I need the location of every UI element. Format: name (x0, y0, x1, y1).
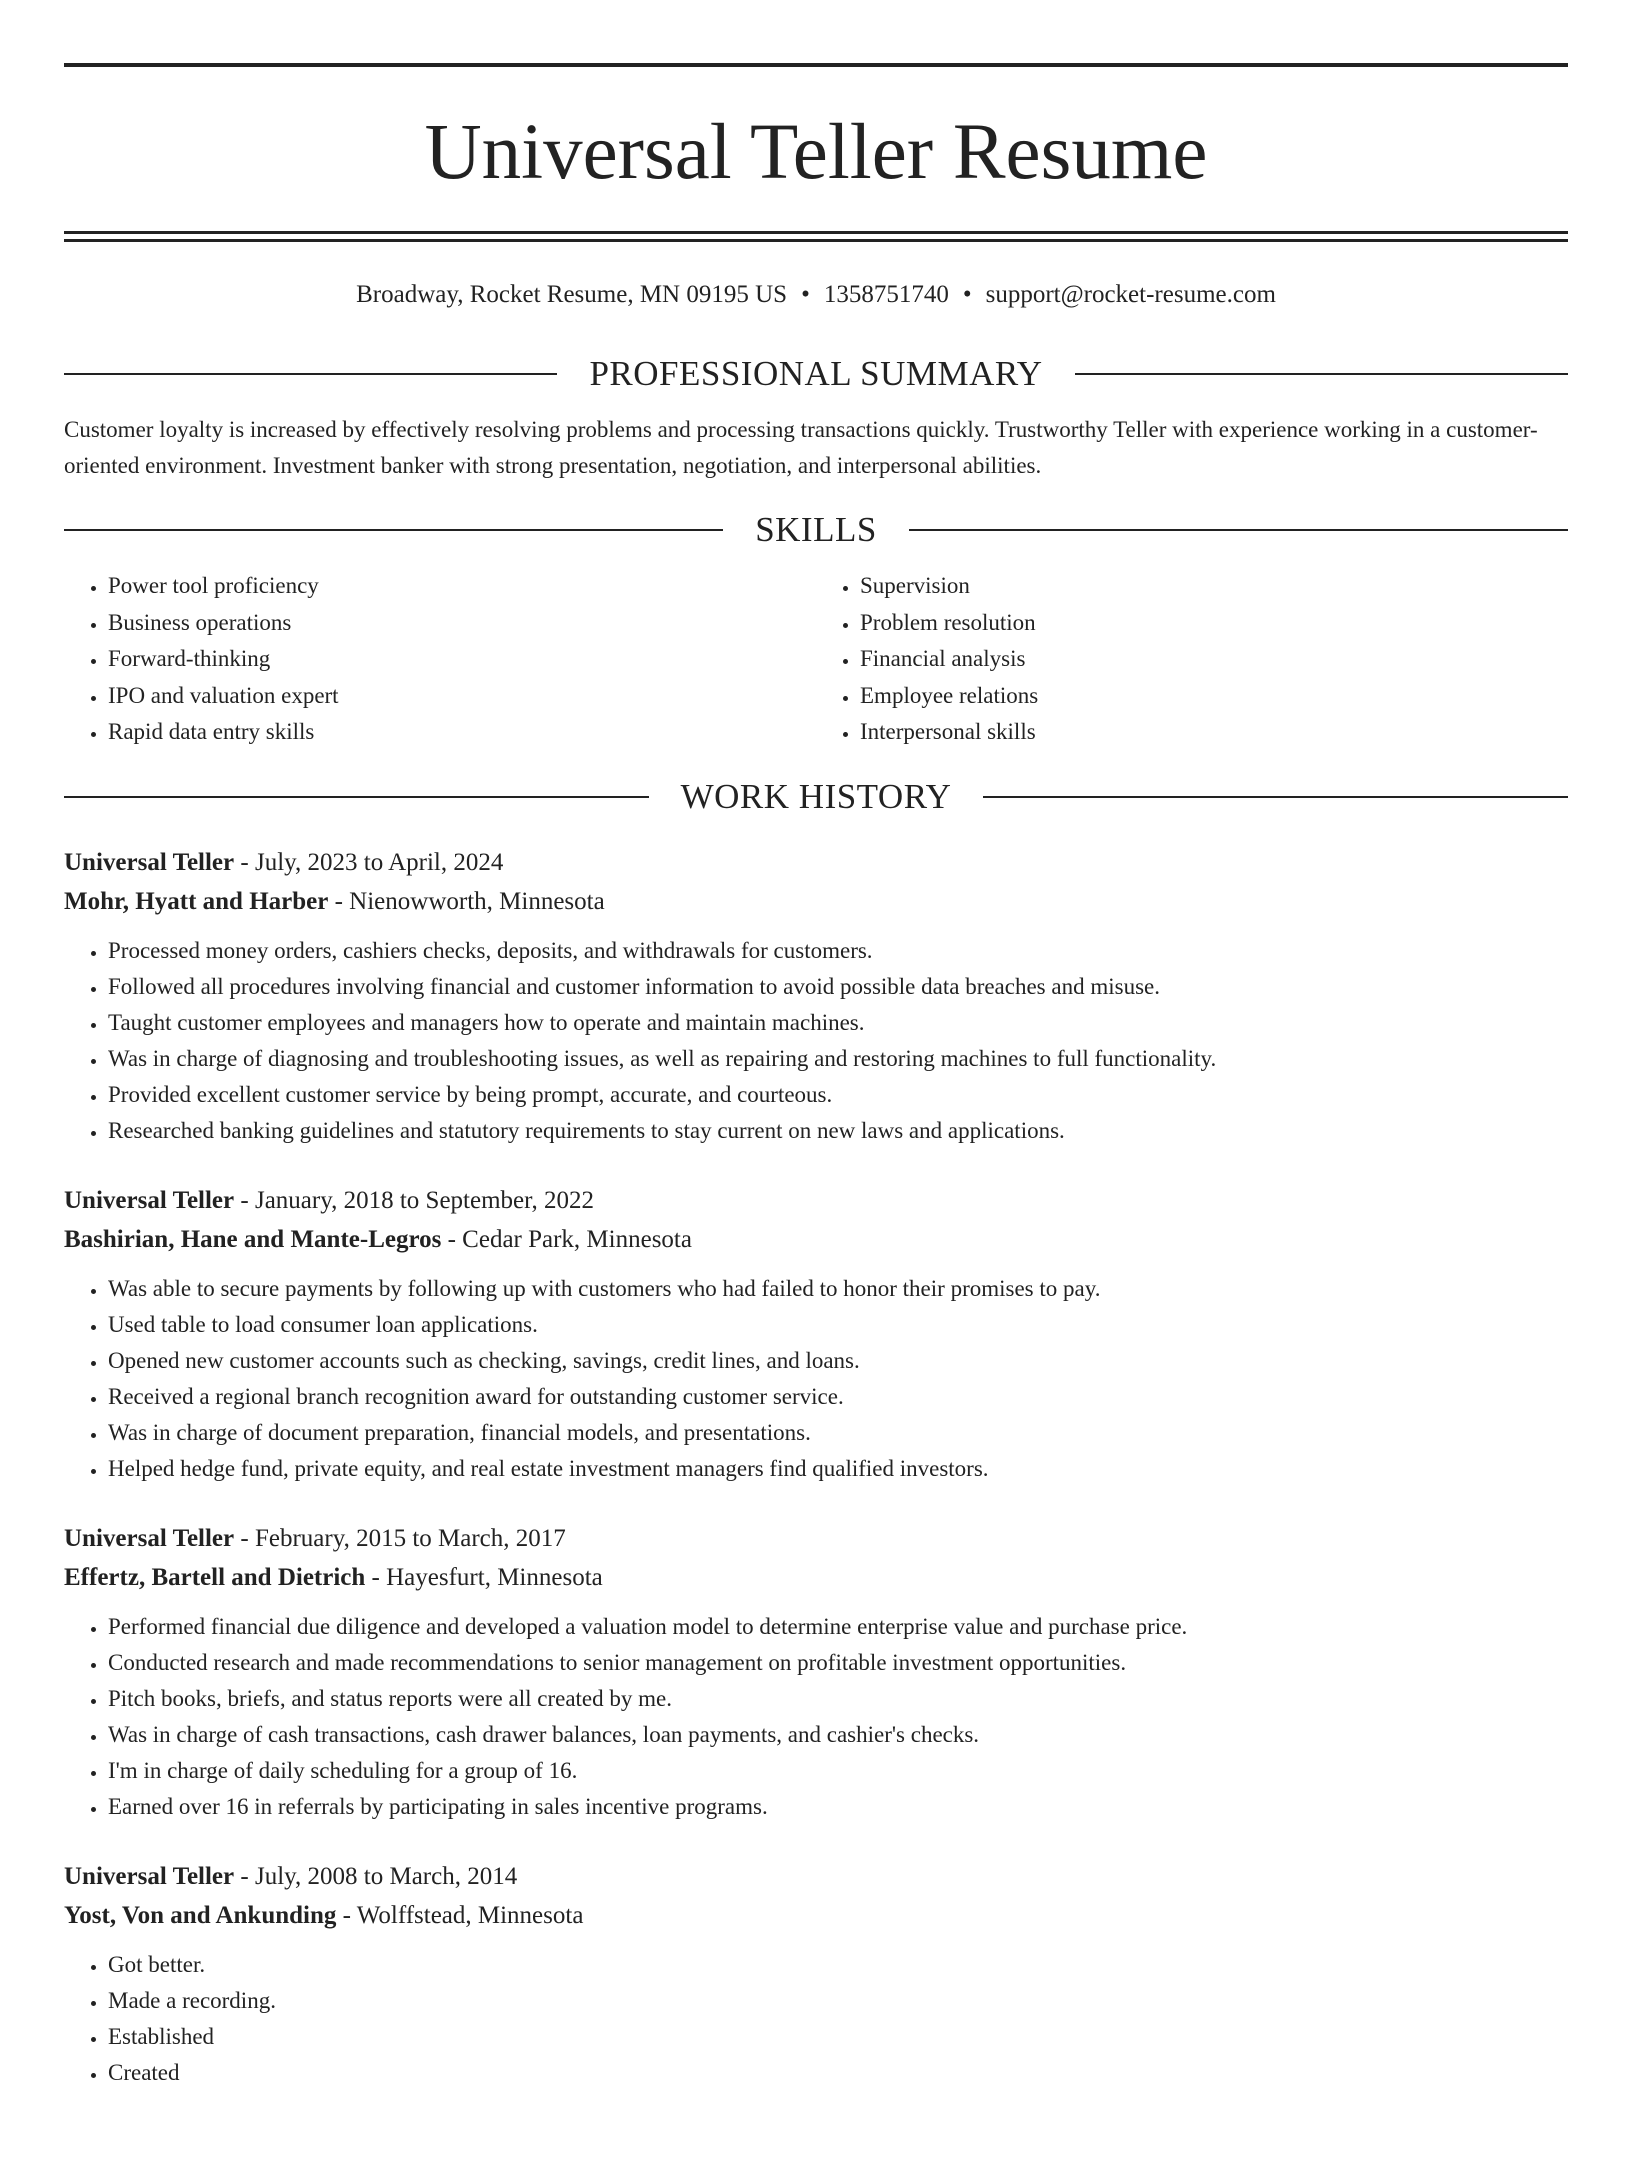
job-company-line (64, 882, 1568, 921)
job-title-line (64, 1519, 1568, 1558)
skill-item: • Power tool proficiency (108, 568, 816, 605)
job-bullet: • Pitch books, briefs, and status reports were all created by me. (108, 1681, 1568, 1717)
job-bullets (64, 1271, 1568, 1487)
job-bullet: • Followed all procedures involving financial and customer information to avoid possible data breaches and misuse. (108, 969, 1568, 1005)
job-bullet: • Was able to secure payments by following up with customers who had failed to honor their promises to pay. (108, 1271, 1568, 1307)
job-bullet: • Provided excellent customer service by being prompt, accurate, and courteous. (108, 1077, 1568, 1113)
skill-item: • Financial analysis (860, 641, 1568, 678)
contact-address: Broadway, Rocket Resume, MN 09195 US (356, 281, 788, 308)
skills-heading (64, 510, 1568, 550)
job-dates: - July, 2008 to March, 2014 (234, 1862, 518, 1890)
heading-rule-left (64, 373, 557, 375)
skills-column-left (64, 568, 816, 751)
job-dates: - July, 2023 to April, 2024 (234, 848, 504, 876)
skill-item: • Business operations (108, 605, 816, 642)
job-bullet: • Received a regional branch recognition award for outstanding customer service. (108, 1379, 1568, 1415)
job-bullet: • Taught customer employees and managers how to operate and maintain machines. (108, 1005, 1568, 1041)
job-title: Universal Teller (64, 848, 235, 876)
job-bullet: • I'm in charge of daily scheduling for a group of 16. (108, 1753, 1568, 1789)
title-double-rule (64, 231, 1568, 242)
job-bullet: • Researched banking guidelines and statutory requirements to stay current on new laws and applications. (108, 1113, 1568, 1149)
job-bullet: • Opened new customer accounts such as checking, savings, credit lines, and loans. (108, 1343, 1568, 1379)
heading-rule-left (64, 529, 723, 531)
job-title-line (64, 843, 1568, 882)
contact-line (64, 280, 1568, 310)
job-bullet: • Created (108, 2055, 1568, 2091)
job-bullet: • Used table to load consumer loan applications. (108, 1307, 1568, 1343)
job-title: Universal Teller (64, 1186, 235, 1214)
summary-heading (64, 354, 1568, 394)
skill-item: • Employee relations (860, 678, 1568, 715)
contact-separator: • (801, 281, 810, 308)
job-title-line (64, 1857, 1568, 1896)
heading-rule-right (1075, 373, 1568, 375)
job-bullet: • Conducted research and made recommendations to senior management on profitable investment opportunities. (108, 1645, 1568, 1681)
job-dates: - January, 2018 to September, 2022 (234, 1186, 594, 1214)
job-bullets (64, 1947, 1568, 2091)
job-title: Universal Teller (64, 1524, 235, 1552)
job-bullet: • Performed financial due diligence and developed a valuation model to determine enterprise value and purchase price. (108, 1609, 1568, 1645)
resume-page (0, 63, 1632, 2175)
heading-rule-left (64, 796, 649, 798)
job-location: - Hayesfurt, Minnesota (365, 1563, 603, 1591)
job-company: Effertz, Bartell and Dietrich (64, 1563, 366, 1591)
job-location: - Wolffstead, Minnesota (336, 1901, 584, 1929)
skills-list (64, 568, 1568, 751)
heading-rule-right (909, 529, 1568, 531)
job-entry (64, 843, 1568, 1149)
job-dates: - February, 2015 to March, 2017 (234, 1524, 566, 1552)
job-company: Mohr, Hyatt and Harber (64, 887, 329, 915)
job-bullets (64, 933, 1568, 1149)
skill-item: • IPO and valuation expert (108, 678, 816, 715)
job-bullet: • Helped hedge fund, private equity, and real estate investment managers find qualified investors. (108, 1451, 1568, 1487)
contact-phone: 1358751740 (823, 281, 949, 308)
skill-item: • Supervision (860, 568, 1568, 605)
job-company-line (64, 1896, 1568, 1935)
job-company-line (64, 1220, 1568, 1259)
job-bullet: • Established (108, 2019, 1568, 2055)
skills-heading-label: SKILLS (755, 510, 877, 549)
job-bullet: • Processed money orders, cashiers checks, deposits, and withdrawals for customers. (108, 933, 1568, 969)
job-bullets (64, 1609, 1568, 1825)
job-bullet: • Got better. (108, 1947, 1568, 1983)
summary-heading-label: PROFESSIONAL SUMMARY (589, 354, 1043, 393)
top-rule (64, 63, 1568, 67)
resume-title: Universal Teller Resume (424, 109, 1208, 196)
work-history-heading (64, 777, 1568, 817)
job-bullet: • Earned over 16 in referrals by participating in sales incentive programs. (108, 1789, 1568, 1825)
work-history-heading-label: WORK HISTORY (680, 776, 952, 816)
job-bullet: • Was in charge of cash transactions, cash drawer balances, loan payments, and cashier's checks. (108, 1717, 1568, 1753)
job-bullet: • Was in charge of document preparation, financial models, and presentations. (108, 1415, 1568, 1451)
heading-rule-right (983, 796, 1568, 798)
contact-email: support@rocket-resume.com (985, 281, 1276, 308)
job-title-line (64, 1181, 1568, 1220)
job-entry (64, 1181, 1568, 1487)
job-company: Yost, Von and Ankunding (64, 1901, 337, 1929)
job-title: Universal Teller (64, 1862, 235, 1890)
job-location: - Cedar Park, Minnesota (441, 1225, 692, 1253)
skill-item: • Rapid data entry skills (108, 714, 816, 751)
job-company: Bashirian, Hane and Mante-Legros (64, 1225, 442, 1253)
job-bullet: • Was in charge of diagnosing and troubleshooting issues, as well as repairing and restoring machines to full functionality. (108, 1041, 1568, 1077)
skill-item: • Interpersonal skills (860, 714, 1568, 751)
job-bullet: • Made a recording. (108, 1983, 1568, 2019)
skill-item: • Problem resolution (860, 605, 1568, 642)
contact-separator: • (962, 281, 972, 308)
job-company-line (64, 1558, 1568, 1597)
skills-column-right (816, 568, 1568, 751)
skill-item: • Forward-thinking (108, 641, 816, 678)
summary-text: Customer loyalty is increased by effectively resolving problems and processing transactions quickly. Trustworthy Teller with experience working in a customer-oriented environment. Investment banker with strong presentation, negotiation, and interpersonal abilities. (64, 417, 1538, 478)
job-location: - Nienowworth, Minnesota (328, 887, 605, 915)
job-entry (64, 1519, 1568, 1825)
job-entry (64, 1857, 1568, 2091)
